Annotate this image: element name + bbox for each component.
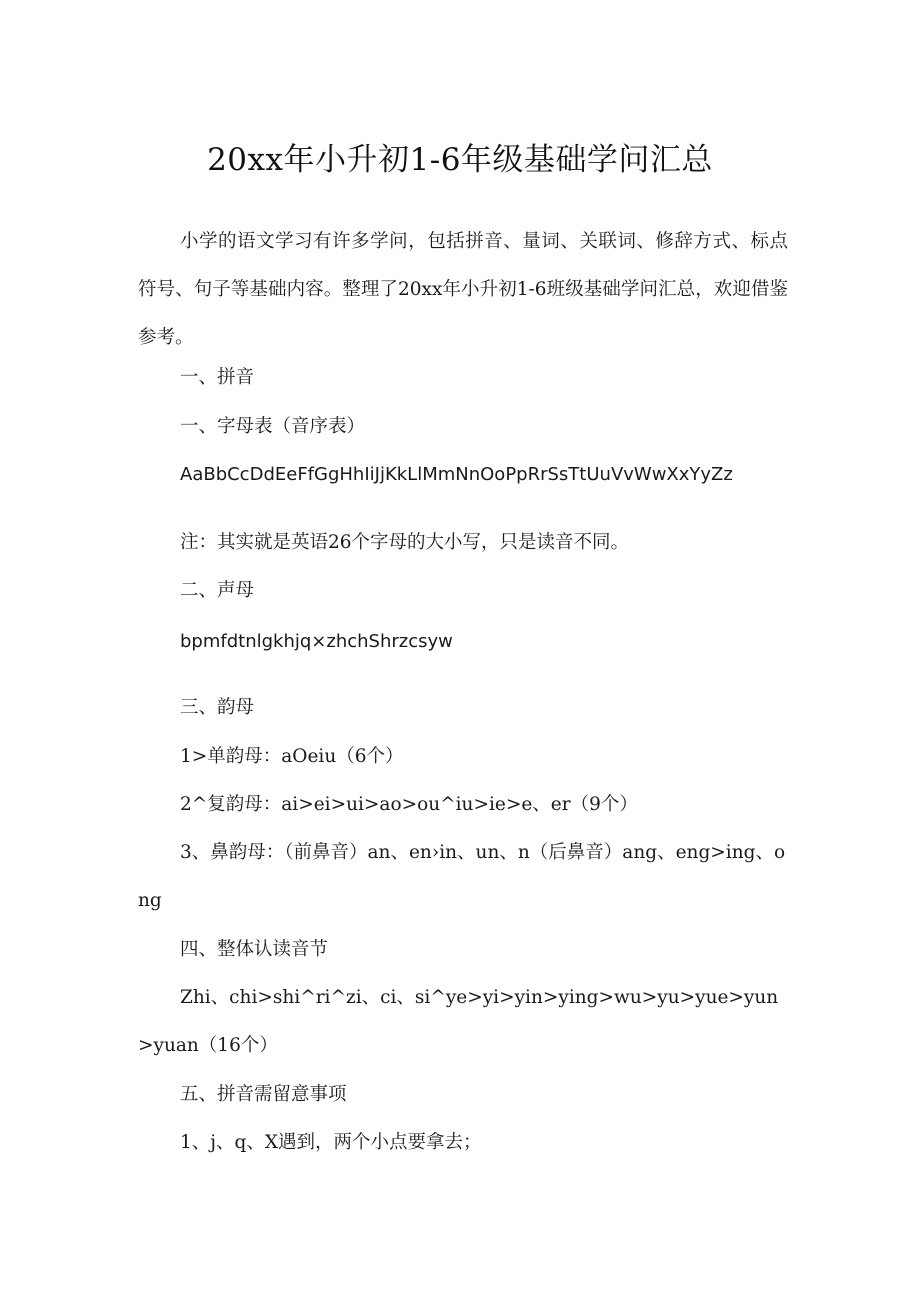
finals-heading: 三、韵母 [180,697,255,718]
whole-syllables-heading: 四、整体认读音节 [180,939,329,960]
alphabet-heading: 一、字母表（音序表） [180,416,366,437]
alphabet-text: AaBbCcDdEeFfGgHhIiJjKkLlMmNnOoPpRrSsTtUuVvWwXxYyZz [180,464,733,485]
pinyin-notes-heading: 五、拼音需留意事项 [180,1084,347,1105]
initials-text: bpmfdtnlgkhjq×zhchShrzcsyw [180,631,453,652]
nasal-finals: 3、鼻韵母：（前鼻音）an、en›in、un、n（后鼻音）ang、eng>ing、ong [138,842,786,911]
alphabet-note: 注：其实就是英语26个字母的大小写，只是读音不同。 [180,532,630,553]
simple-finals: 1>单韵母：aOeiu（6个） [180,746,404,767]
compound-finals: 2^复韵母：ai>ei>ui>ao>ou^iu>ie>e、er（9个） [180,794,638,815]
initials-heading: 二、声母 [180,580,255,601]
document-title: 20xx年小升初1-6年级基础学问汇总 [207,142,713,178]
whole-syllables-text: Zhi、chi>shi^ri^zi、ci、si^ye>yi>yin>ying>wu>yu>yue>yun>yuan（16个） [138,987,779,1056]
intro-paragraph: 小学的语文学习有许多学问，包括拼音、量词、关联词、修辞方式、标点符号、句子等基础内容。整理了20xx年小升初1-6班级基础学问汇总，欢迎借鉴参考。 [138,231,788,348]
section-pinyin-heading: 一、拼音 [180,367,255,388]
pinyin-note-item-1: 1、j、q、X遇到，两个小点要拿去； [180,1132,482,1153]
